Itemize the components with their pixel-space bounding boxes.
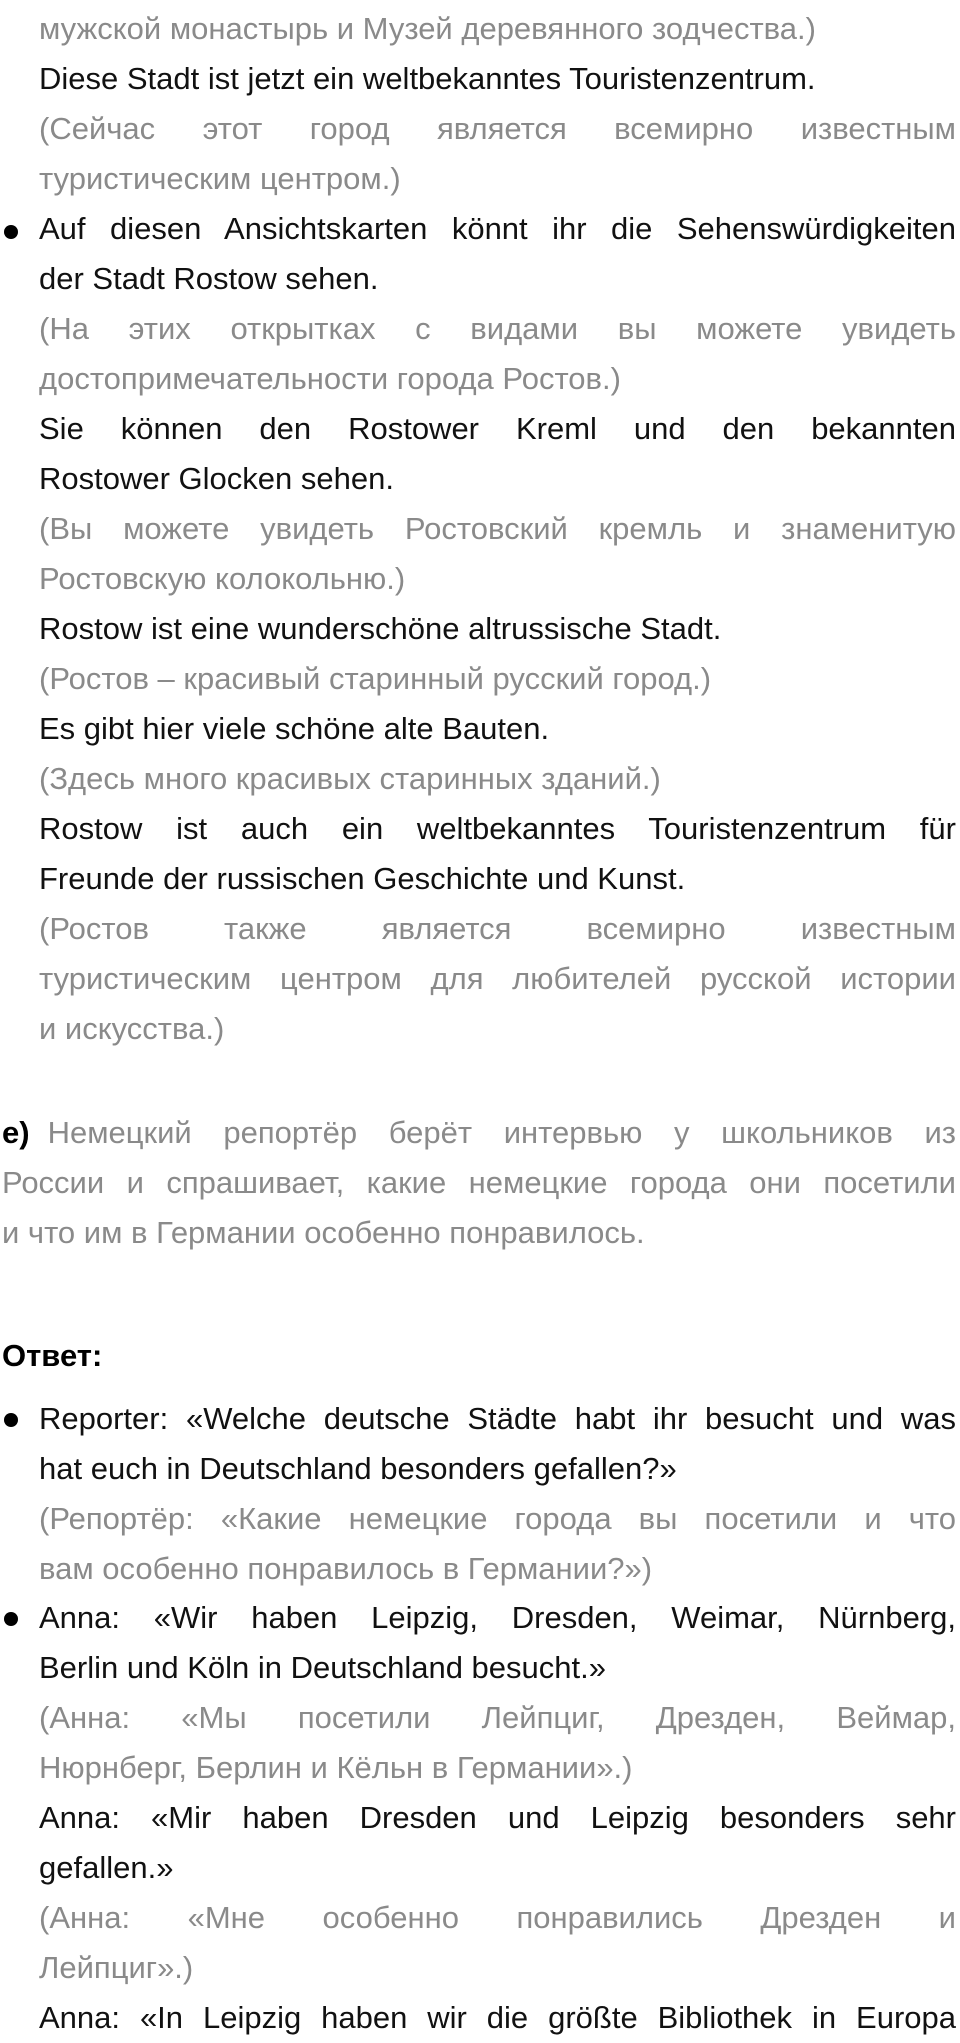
german-sentence: der Stadt Rostow sehen. — [39, 261, 379, 296]
translation-line: и искусства.) — [39, 1011, 225, 1046]
german-sentence: Sie können den Rostower Kreml und den bekannten — [39, 411, 956, 446]
translation-line: туристическим центром для любителей русской истории — [39, 961, 956, 996]
list-item-continued — [39, 4, 956, 204]
task-line: России и спрашивает, какие немецкие города они посетили — [2, 1165, 956, 1200]
translation-line: (Ростов – красивый старинный русский город.) — [39, 661, 712, 696]
german-sentence: Rostower Glocken sehen. — [39, 461, 394, 496]
translation-line: (Анна: «Мне особенно понравились Дрезден и — [39, 1900, 956, 1935]
translation-line: (Анна: «Мы посетили Лейпциг, Дрезден, Веймар, — [39, 1700, 956, 1735]
task-line: и что им в Германии особенно понравилось. — [2, 1215, 645, 1250]
german-sentence: Rostow ist auch ein weltbekanntes Touristenzentrum für — [39, 811, 956, 846]
bullet-icon — [4, 225, 18, 239]
translation-line: Ростовскую колокольню.) — [39, 561, 406, 596]
german-sentence: Anna: «Wir haben Leipzig, Dresden, Weimar, Nürnberg, — [39, 1600, 956, 1635]
list-item — [39, 204, 956, 1054]
german-sentence: Es gibt hier viele schöne alte Bauten. — [39, 711, 550, 746]
translation-line: вам особенно понравилось в Германии?») — [39, 1551, 653, 1586]
list-item — [39, 1394, 956, 1594]
task-line — [2, 1108, 956, 1158]
translation-line: туристическим центром.) — [39, 161, 401, 196]
task-label: e) — [2, 1115, 30, 1150]
list-item — [39, 1593, 956, 2043]
german-sentence: gefallen.» — [39, 1850, 174, 1885]
bullet-icon — [4, 1413, 18, 1427]
translation-line: (Ростов также является всемирно известным — [39, 911, 956, 946]
german-sentence: Rostow ist eine wunderschöne altrussische Stadt. — [39, 611, 722, 646]
translation-line: (Сейчас этот город является всемирно известным — [39, 111, 956, 146]
task-text: Немецкий репортёр берёт интервью у школьников из — [47, 1115, 956, 1150]
translation-line: (Вы можете увидеть Ростовский кремль и знаменитую — [39, 511, 956, 546]
translation-line: Нюрнберг, Берлин и Кёльн в Германии».) — [39, 1750, 633, 1785]
bullet-icon — [4, 1612, 18, 1626]
german-sentence: hat euch in Deutschland besonders gefallen?» — [39, 1451, 677, 1486]
german-sentence: Auf diesen Ansichtskarten könnt ihr die Sehenswürdigkeiten — [39, 211, 956, 246]
task-e — [2, 1108, 956, 1258]
german-sentence: Anna: «Mir haben Dresden und Leipzig besonders sehr — [39, 1800, 956, 1835]
german-sentence: Reporter: «Welche deutsche Städte habt ihr besucht und was — [39, 1401, 956, 1436]
translation-line: (На этих открытках с видами вы можете увидеть — [39, 311, 956, 346]
translation-line: мужской монастырь и Музей деревянного зодчества.) — [39, 11, 816, 46]
translation-line: (Репортёр: «Какие немецкие города вы посетили и что — [39, 1501, 956, 1536]
translation-line: (Здесь много красивых старинных зданий.) — [39, 761, 661, 796]
german-sentence: Diese Stadt ist jetzt ein weltbekanntes Touristenzentrum. — [39, 61, 816, 96]
german-sentence: Anna: «In Leipzig haben wir die größte Bibliothek in Europa — [39, 2000, 956, 2035]
german-sentence: Berlin und Köln in Deutschland besucht.» — [39, 1650, 606, 1685]
translation-line: достопримечательности города Ростов.) — [39, 361, 621, 396]
translation-line: Лейпциг».) — [39, 1950, 194, 1985]
german-sentence: Freunde der russischen Geschichte und Kunst. — [39, 861, 686, 896]
answer-heading-block — [2, 1331, 956, 1381]
answer-label: Ответ: — [2, 1338, 103, 1373]
